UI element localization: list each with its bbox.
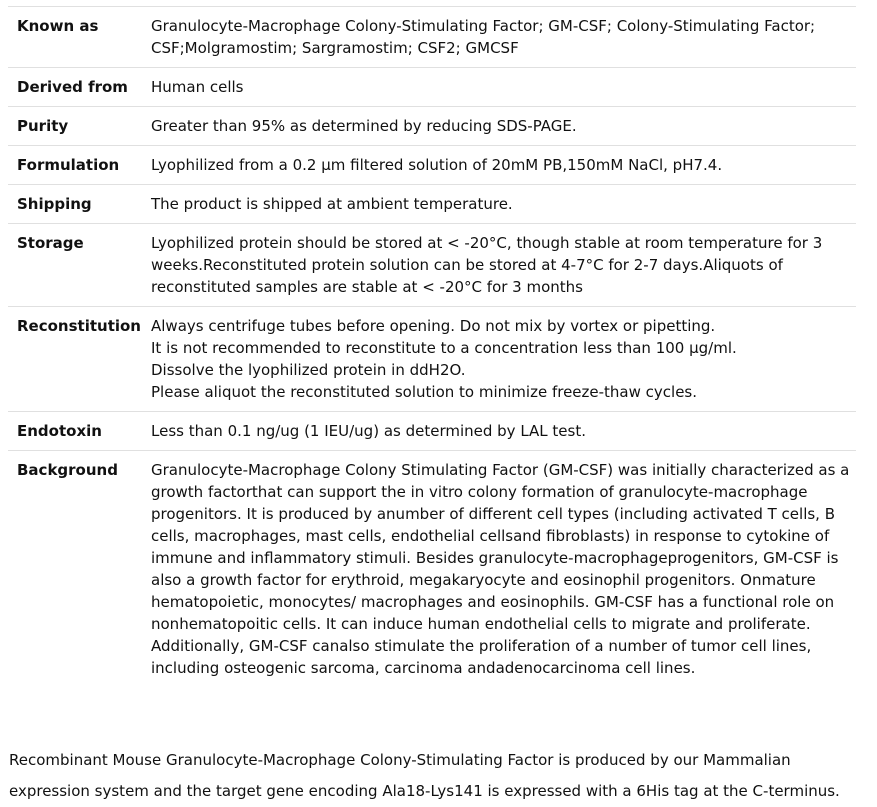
spec-label: Storage xyxy=(8,224,151,307)
product-spec-table xyxy=(8,6,856,687)
spec-value: Granulocyte-Macrophage Colony Stimulating Factor (GM-CSF) was initially characterized as a growth factorthat can support the in vitro colony formation of granulocyte-macrophage progenitors. It is produced by anumber of different cell types (including activated T cells, B cells, macrophages, mast cells, endothelial cellsand fibroblasts) in response to cytokine of immune and inflammatory stimuli. Besides granulocyte-macrophageprogenitors, GM-CSF is also a growth factor for erythroid, megakaryocyte and eosinophil progenitors. Onmature hematopoietic, monocytes/ macrophages and eosinophils. GM-CSF has a functional role on nonhematopoitic cells. It can induce human endothelial cells to migrate and proliferate. Additionally, GM-CSF canalso stimulate the proliferation of a number of tumor cell lines, including osteogenic sarcoma, carcinoma andadenocarcinoma cell lines. xyxy=(151,461,850,677)
spec-row-formulation xyxy=(8,146,856,185)
spec-label: Derived from xyxy=(8,68,151,107)
reconstitution-line: It is not recommended to reconstitute to a concentration less than 100 μg/ml. xyxy=(151,339,737,357)
spec-row-shipping xyxy=(8,185,856,224)
spec-label: Reconstitution xyxy=(8,307,151,412)
reconstitution-line: Please aliquot the reconstituted solution to minimize freeze-thaw cycles. xyxy=(151,383,698,401)
spec-label: Purity xyxy=(8,107,151,146)
spec-label: Background xyxy=(17,461,118,479)
reconstitution-line: Always centrifuge tubes before opening. Do not mix by vortex or pipetting. xyxy=(151,317,716,335)
spec-row-background xyxy=(8,451,856,688)
spec-value: Granulocyte-Macrophage Colony-Stimulating Factor; GM-CSF; Colony-Stimulating Factor; CSF;Molgramostim; Sargramostim; CSF2; GMCSF xyxy=(151,7,856,68)
reconstitution-line: Dissolve the lyophilized protein in ddH2O. xyxy=(151,361,466,379)
spec-value: Human cells xyxy=(151,68,856,107)
spec-value: The product is shipped at ambient temperature. xyxy=(151,185,856,224)
spec-row-endotoxin xyxy=(8,412,856,451)
spec-row-storage xyxy=(8,224,856,307)
spec-row-purity xyxy=(8,107,856,146)
spec-row-known-as xyxy=(8,7,856,68)
expression-description: Recombinant Mouse Granulocyte-Macrophage Colony-Stimulating Factor is produced by our Mammalian expression system and the target gene encoding Ala18-Lys141 is expressed with a 6His tag at the C-terminus. xyxy=(9,751,840,800)
spec-label: Known as xyxy=(8,7,151,68)
spec-label: Formulation xyxy=(8,146,151,185)
spec-value xyxy=(151,307,856,412)
spec-row-reconstitution xyxy=(8,307,856,412)
spec-value: Less than 0.1 ng/ug (1 IEU/ug) as determined by LAL test. xyxy=(151,412,856,451)
spec-value: Lyophilized protein should be stored at < -20°C, though stable at room temperature for 3 weeks.Reconstituted protein solution can be stored at 4-7°C for 2-7 days.Aliquots of reconstituted samples are stable at < -20°C for 3 months xyxy=(151,224,856,307)
spec-value: Greater than 95% as determined by reducing SDS-PAGE. xyxy=(151,107,856,146)
spec-label: Shipping xyxy=(8,185,151,224)
spec-label: Endotoxin xyxy=(8,412,151,451)
spec-row-derived-from xyxy=(8,68,856,107)
spec-value: Lyophilized from a 0.2 μm filtered solution of 20mM PB,150mM NaCl, pH7.4. xyxy=(151,146,856,185)
